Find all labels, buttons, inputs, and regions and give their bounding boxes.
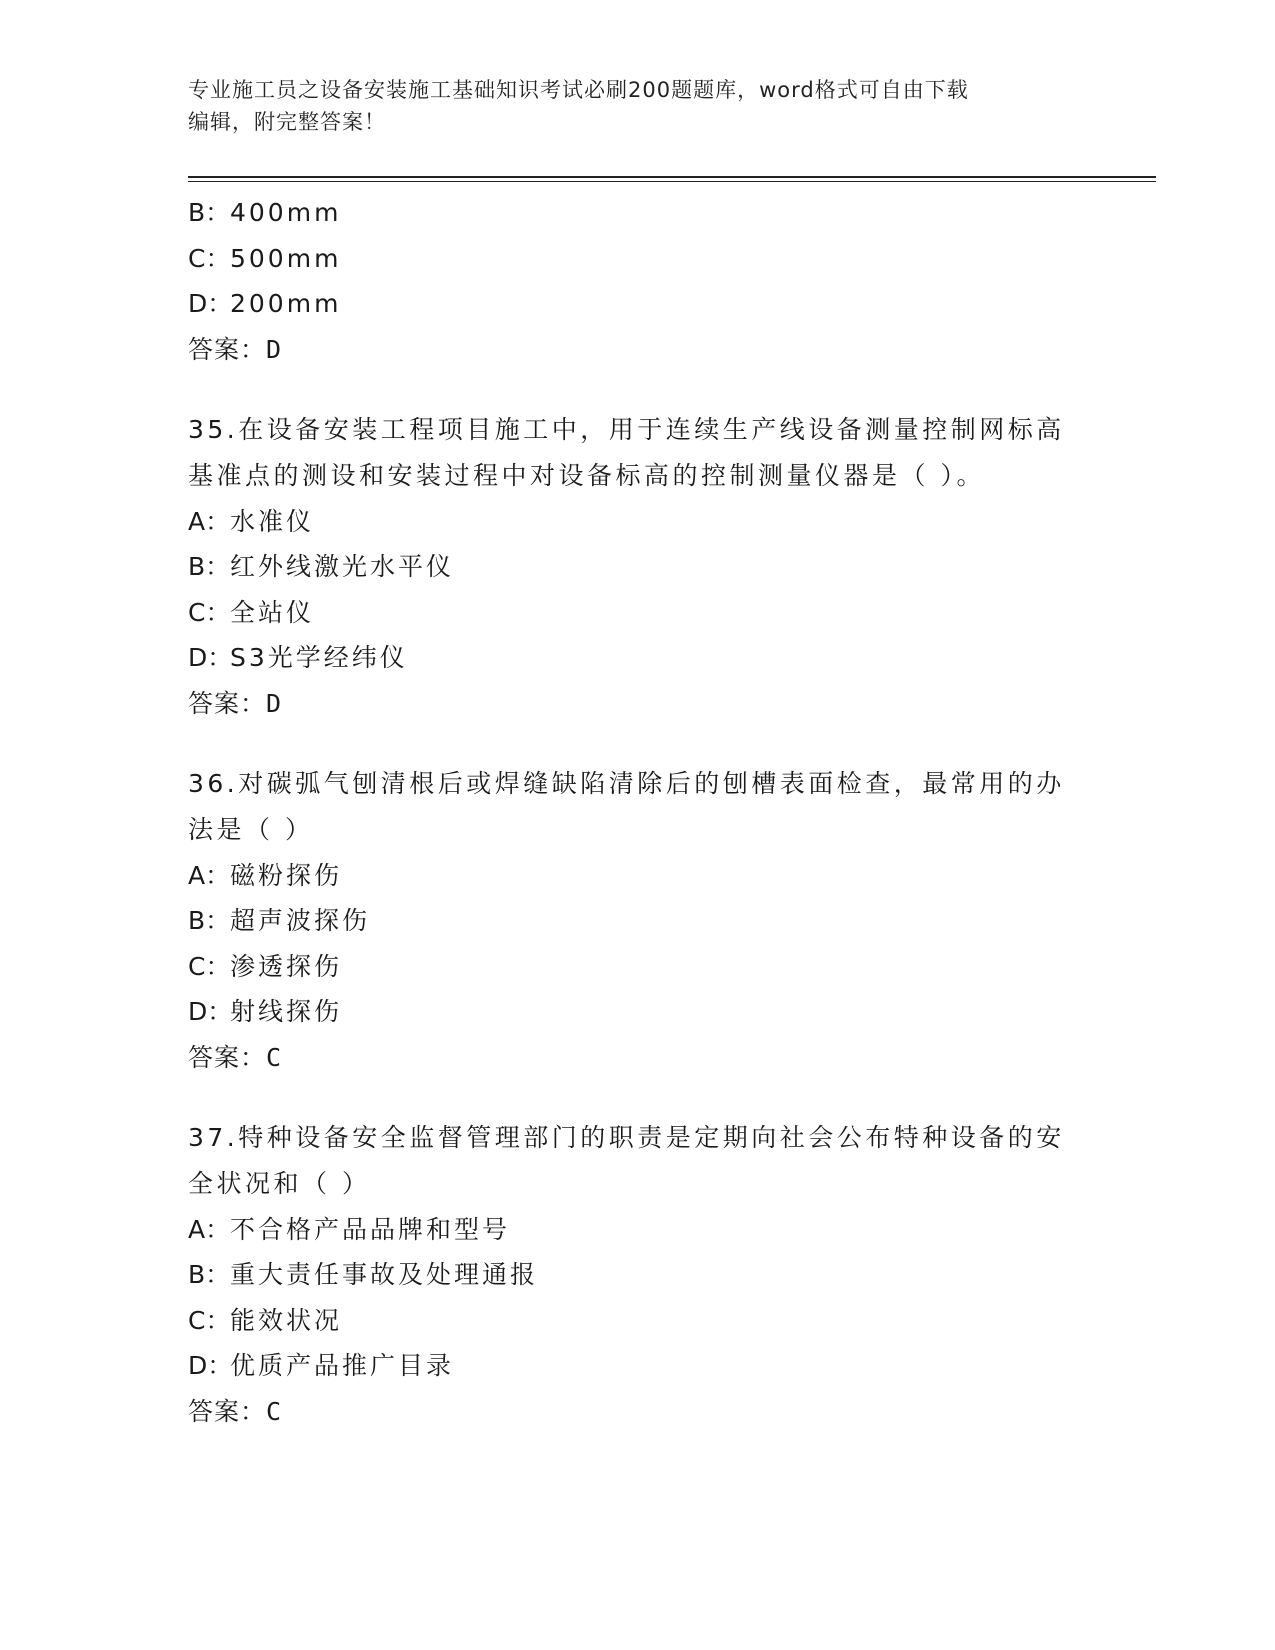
answer: 答案：D — [188, 334, 283, 364]
option-text: 红外线激光水平仪 — [230, 552, 455, 581]
option-c — [188, 590, 1088, 636]
option-key: D： — [188, 997, 233, 1026]
question-stem-line: 全状况和（ ） — [188, 1168, 371, 1198]
page-header — [188, 74, 1088, 138]
option-key: D： — [188, 643, 233, 672]
option-c — [188, 1298, 1088, 1344]
answer: 答案：C — [188, 1042, 283, 1072]
option-d — [188, 635, 1088, 681]
option-key: A： — [188, 506, 231, 536]
question-stem-line: 36.对碳弧气刨清根后或焊缝缺陷清除后的刨槽表面检查，最常用的办 — [188, 768, 1065, 798]
answer: 答案：D — [188, 688, 283, 718]
option-b — [188, 190, 1088, 236]
option-key: C： — [188, 597, 231, 627]
option-a — [188, 499, 1088, 545]
option-key: C： — [188, 951, 231, 981]
option-key: A： — [188, 860, 231, 890]
option-text: 500mm — [230, 243, 342, 273]
option-a — [188, 1207, 1088, 1253]
option-text: 重大责任事故及处理通报 — [230, 1260, 539, 1289]
option-c — [188, 236, 1088, 282]
option-text: 超声波探伤 — [230, 906, 371, 935]
option-key: C： — [188, 243, 231, 273]
option-key: D： — [188, 1351, 233, 1380]
header-line-2: 编辑，附完整答案！ — [188, 110, 386, 134]
option-text: 渗透探伤 — [230, 951, 343, 981]
option-key: D： — [188, 289, 233, 318]
option-text: 不合格产品品牌和型号 — [230, 1214, 511, 1244]
question-34-continuation — [188, 190, 1088, 373]
option-d — [188, 1343, 1088, 1389]
option-b — [188, 544, 1088, 590]
option-key: B： — [188, 552, 231, 581]
question-35 — [188, 407, 1088, 727]
option-b — [188, 898, 1088, 944]
question-stem-line: 37.特种设备安全监督管理部门的职责是定期向社会公布特种设备的安 — [188, 1122, 1065, 1152]
question-stem — [188, 761, 1088, 853]
option-key: C： — [188, 1305, 231, 1335]
option-d — [188, 989, 1088, 1035]
header-rule-thin — [188, 181, 1156, 182]
option-text: S3光学经纬仪 — [230, 643, 408, 672]
question-stem-line: 法是（ ） — [188, 814, 314, 844]
option-b — [188, 1252, 1088, 1298]
option-text: 400mm — [230, 198, 342, 227]
option-key: B： — [188, 1260, 231, 1289]
question-36 — [188, 761, 1088, 1081]
option-a — [188, 853, 1088, 899]
option-key: B： — [188, 198, 231, 227]
option-d — [188, 281, 1088, 327]
option-text: 磁粉探伤 — [230, 860, 343, 890]
header-line-1: 专业施工员之设备安装施工基础知识考试必刷200题题库，word格式可自由下载 — [188, 78, 969, 102]
question-stem-line: 基准点的测设和安装过程中对设备标高的控制测量仪器是（ ）。 — [188, 460, 985, 490]
option-text: 水准仪 — [230, 506, 315, 536]
option-text: 优质产品推广目录 — [230, 1351, 455, 1380]
question-list — [188, 190, 1088, 1435]
question-stem-line: 35.在设备安装工程项目施工中，用于连续生产线设备测量控制网标高 — [188, 414, 1065, 444]
option-text: 能效状况 — [230, 1305, 343, 1335]
header-rule-thick — [188, 176, 1156, 178]
option-key: A： — [188, 1214, 231, 1244]
option-text: 全站仪 — [230, 597, 315, 627]
option-key: B： — [188, 906, 231, 935]
question-stem — [188, 1115, 1088, 1207]
option-text: 200mm — [230, 289, 342, 318]
option-c — [188, 944, 1088, 990]
question-stem — [188, 407, 1088, 499]
answer: 答案：C — [188, 1396, 283, 1426]
option-text: 射线探伤 — [230, 997, 343, 1026]
question-37 — [188, 1115, 1088, 1435]
